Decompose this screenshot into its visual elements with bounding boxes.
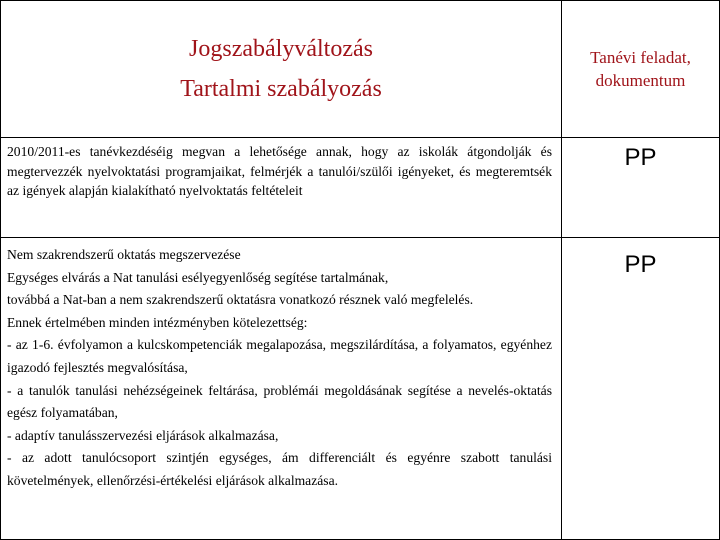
row-2-line: Ennek értelmében minden intézményben kötelezettség: (7, 314, 308, 330)
column-header-task (562, 1, 719, 137)
row-2-line: - az 1-6. évfolyamon a kulcskompetenciák megalapozása, megszilárdítása, a folyamatos, egyénhez igazodó fejlesztés megvalósítása, (7, 337, 552, 375)
row-2-line: - a tanulók tanulási nehézségeinek feltárása, problémái megoldásának segítése a nevelés-oktatás egész folyamatában, (7, 382, 552, 421)
row-divider (1, 137, 719, 138)
row-2-line: továbbá a Nat-ban a nem szakrendszerű oktatásra vonatkozó résznek való megfelelés. (7, 292, 474, 308)
column-header-line: dokumentum (595, 71, 686, 90)
title-cell (1, 1, 561, 137)
row-2-line: - adaptív tanulásszervezési eljárások alkalmazása, (7, 427, 279, 443)
row-1-status: PP (624, 144, 657, 171)
page-title: Jogszabályváltozás (189, 36, 373, 62)
page-subtitle: Tartalmi szabályozás (180, 76, 382, 102)
row-1-text: 2010/2011-es tanévkezdéséig megvan a lehetősége annak, hogy az iskolák átgondolják és megtervezzék nyelvoktatási programjaikat, felmérjék a tanulói/szülői igényeket, és megteremtsék az igények alapján kialakítható nyelvoktatás feltételeit (7, 144, 552, 198)
column-header-line: Tanévi feladat, (590, 48, 691, 67)
row-2-text (7, 244, 552, 493)
row-2-line: Nem szakrendszerű oktatás megszervezése (7, 247, 241, 262)
row-2-line: - az adott tanulócsoport szintjén egységes, ám differenciált és egyénre szabott tanulási követelmények, ellenőrzési-értékelési eljárások alkalmazása. (7, 450, 552, 488)
row-divider (1, 237, 719, 238)
row-2-line: Egységes elvárás a Nat tanulási esélyegyenlőség segítése tartalmának, (7, 269, 389, 285)
row-2-status: PP (624, 251, 657, 278)
